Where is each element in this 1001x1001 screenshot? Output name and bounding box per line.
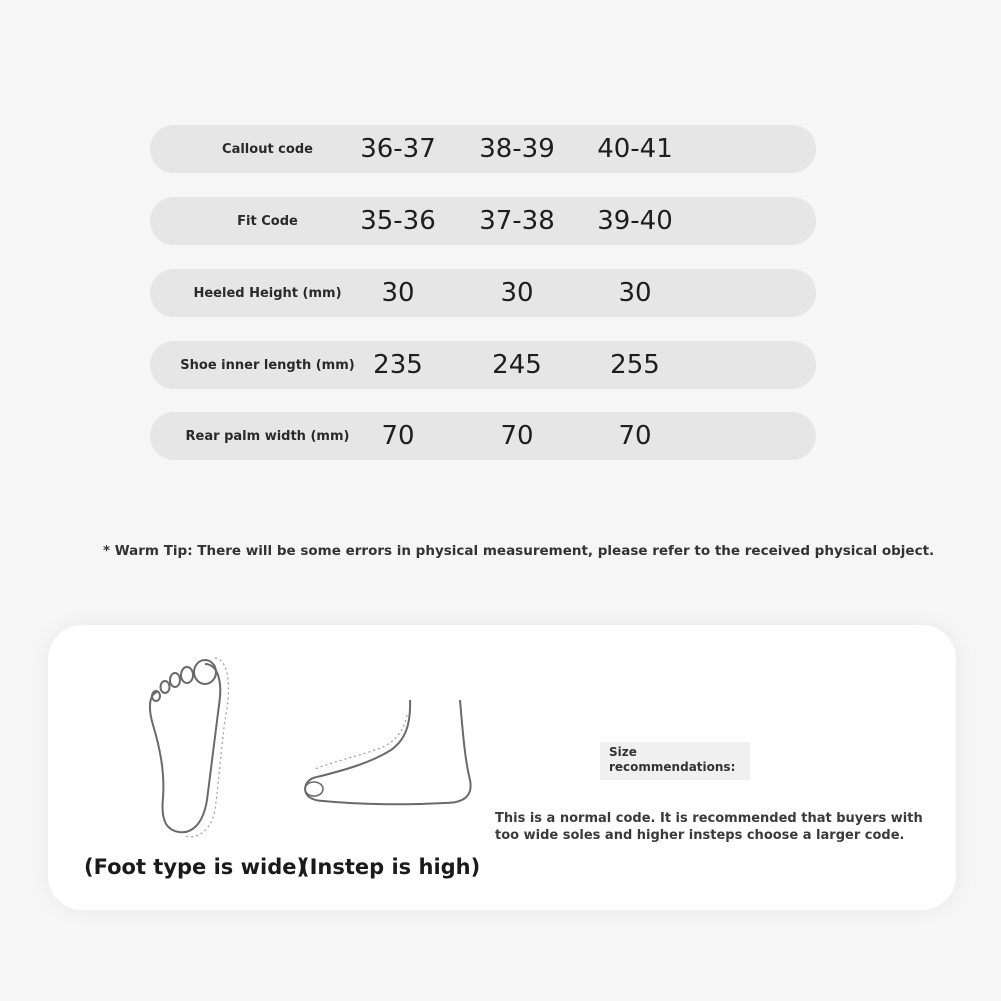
- high-instep-caption: (Instep is high): [300, 855, 481, 879]
- row-label: Callout code: [222, 141, 313, 157]
- table-row-rear-palm-width: [150, 412, 816, 460]
- size-recommendations-tag: Size recommendations:: [600, 742, 750, 780]
- table-cell: 235: [373, 350, 423, 380]
- row-label: Fit Code: [237, 213, 298, 229]
- table-cell: 30: [381, 278, 415, 308]
- table-cell: 40-41: [597, 134, 673, 164]
- table-cell: 30: [500, 278, 534, 308]
- table-cell: 30: [618, 278, 652, 308]
- table-cell: 255: [610, 350, 660, 380]
- table-cell: 39-40: [597, 206, 673, 236]
- table-cell: 37-38: [479, 206, 555, 236]
- table-cell: 36-37: [360, 134, 436, 164]
- table-row-heeled-height: [150, 269, 816, 317]
- row-label: Rear palm width (mm): [185, 428, 350, 444]
- wide-foot-caption: (Foot type is wide): [84, 855, 307, 879]
- warm-tip: * Warm Tip: There will be some errors in physical measurement, please refer to the received physical object.: [103, 543, 935, 559]
- table-row-fit-code: [150, 197, 816, 245]
- table-cell: 70: [618, 421, 652, 451]
- table-cell: 35-36: [360, 206, 436, 236]
- table-cell: 38-39: [479, 134, 555, 164]
- table-cell: 70: [381, 421, 415, 451]
- table-row-shoe-inner-length: [150, 341, 816, 389]
- foot-side-view-icon: [295, 695, 480, 815]
- table-row-callout-code: [150, 125, 816, 173]
- row-label: Heeled Height (mm): [193, 285, 342, 301]
- table-cell: 245: [492, 350, 542, 380]
- table-cell: 70: [500, 421, 534, 451]
- row-label: Shoe inner length (mm): [180, 357, 355, 373]
- recommendation-text: This is a normal code. It is recommended that buyers with too wide soles and higher insteps choose a larger code.: [495, 811, 923, 843]
- foot-top-view-icon: [135, 650, 245, 840]
